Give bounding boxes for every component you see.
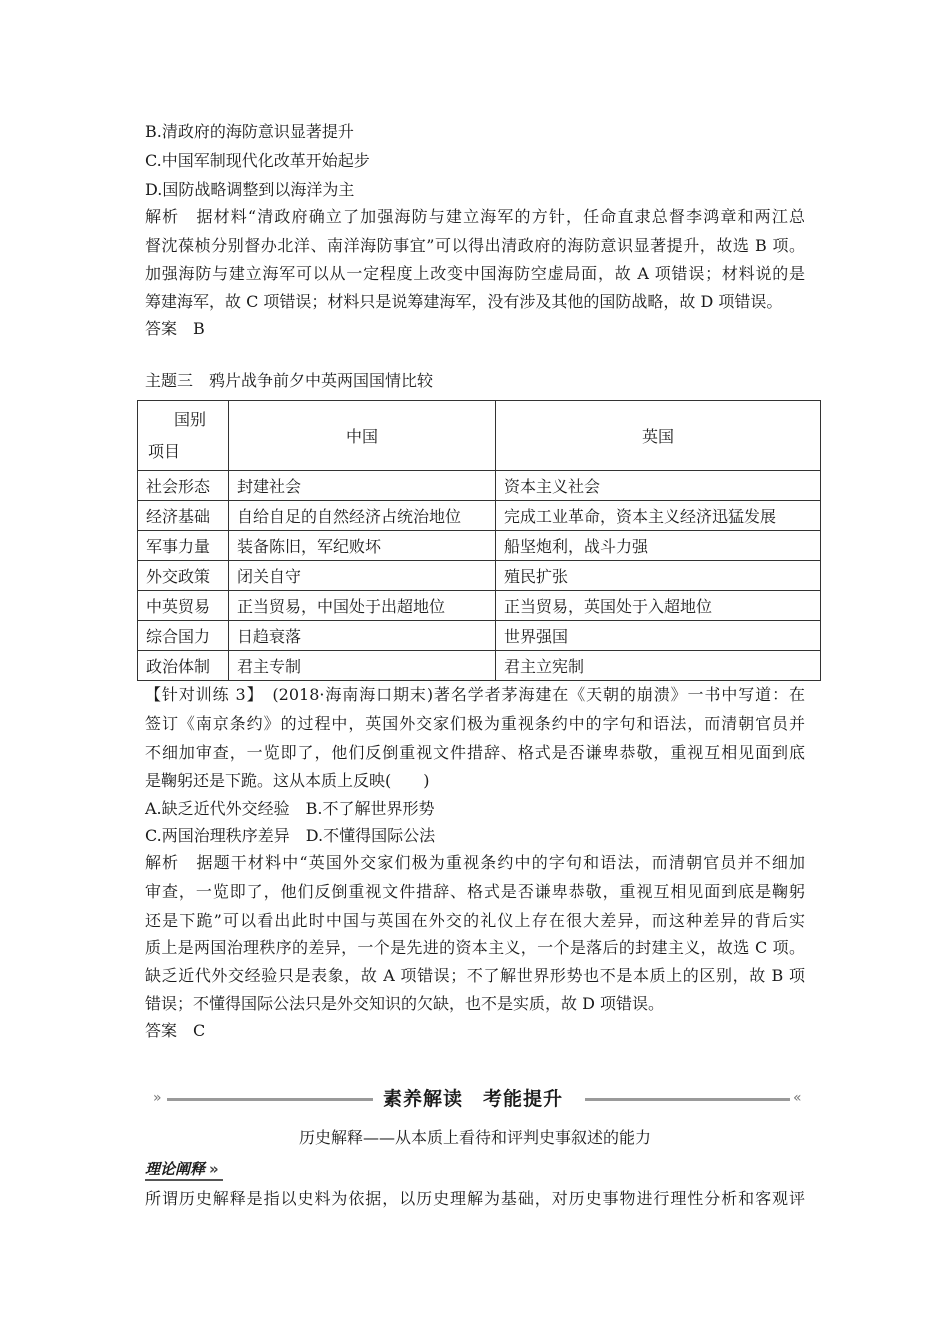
- option-b: B.清政府的海防意识显著提升: [145, 122, 354, 141]
- row-britain: 世界强国: [496, 621, 821, 651]
- theory-text: 所谓历史解释是指以史料为依据，以历史理解为基础，对历史事物进行理性分析和客观评: [145, 1189, 805, 1208]
- analysis-line: 督沈葆桢分别督办北洋、南洋海防事宜”可以得出清政府的海防意识显著提升，故选 B 项。: [145, 236, 805, 255]
- table-row: [138, 501, 821, 531]
- row-china: 闭关自守: [229, 561, 496, 591]
- analysis-line: 加强海防与建立海军可以从一定程度上改变中国海防空虚局面，故 A 项错误；材料说的是: [145, 264, 805, 283]
- analysis-line: 错误；不懂得国际公法只是外交知识的欠缺，也不是实质，故 D 项错误。: [145, 994, 665, 1013]
- row-item: 中英贸易: [138, 591, 229, 621]
- comparison-table: [137, 400, 821, 681]
- row-china: 封建社会: [229, 471, 496, 501]
- row-item: 经济基础: [138, 501, 229, 531]
- analysis-line: 质上是两国治理秩序的差异，一个是先进的资本主义，一个是落后的封建主义，故选 C 项。: [145, 938, 805, 957]
- header-china: 中国: [229, 401, 496, 471]
- row-china: 自给自足的自然经济占统治地位: [229, 501, 496, 531]
- question-stem-line: 签订《南京条约》的过程中，英国外交家们极为重视条约中的字句和语法，而清朝官员并: [145, 714, 805, 733]
- banner-right-bar: [585, 1098, 790, 1101]
- row-china: 日趋衰落: [229, 621, 496, 651]
- table-header-row: [138, 401, 821, 471]
- theory-label: [145, 1159, 223, 1181]
- question-stem-line: 【针对训练 3】 (2018·海南海口期末)著名学者茅海建在《天朝的崩溃》一书中写道：在: [145, 685, 805, 704]
- option-c: C.中国军制现代化改革开始起步: [145, 151, 370, 170]
- analysis-line: 解析 据题干材料中“英国外交家们极为重视条约中的字句和语法，而清朝官员并不细加: [145, 853, 805, 872]
- row-china: 君主专制: [229, 651, 496, 681]
- row-china: 装备陈旧，军纪败坏: [229, 531, 496, 561]
- row-britain: 资本主义社会: [496, 471, 821, 501]
- banner-left-bar: [167, 1098, 377, 1101]
- banner-right-chevron-icon: «: [793, 1090, 802, 1106]
- row-item: 政治体制: [138, 651, 229, 681]
- analysis-line: 解析 据材料“清政府确立了加强海防与建立海军的方针，任命直隶总督李鸿章和两江总: [145, 207, 805, 226]
- table-row: [138, 591, 821, 621]
- row-item: 军事力量: [138, 531, 229, 561]
- row-item: 外交政策: [138, 561, 229, 591]
- row-britain: 船坚炮利，战斗力强: [496, 531, 821, 561]
- answer: 答案 B: [145, 319, 205, 338]
- header-britain: 英国: [496, 401, 821, 471]
- section-banner: [145, 1080, 813, 1116]
- double-chevron-icon: »: [209, 1160, 219, 1178]
- analysis-line: 筹建海军，故 C 项错误；材料只是说筹建海军，没有涉及其他的国防战略，故 D 项错误。: [145, 292, 783, 311]
- table-row: [138, 621, 821, 651]
- header-item: 项目: [148, 442, 181, 461]
- analysis-line: 还是下跪”可以看出此时中国与英国在外交的礼仪上存在很大差异，而这种差异的背后实: [145, 911, 805, 930]
- row-item: 社会形态: [138, 471, 229, 501]
- banner-left-chevron-icon: »: [153, 1090, 162, 1106]
- options-cd: C.两国治理秩序差异 D.不懂得国际公法: [145, 826, 436, 845]
- table-row: [138, 651, 821, 681]
- options-ab: A.缺乏近代外交经验 B.不了解世界形势: [145, 799, 435, 818]
- row-britain: 君主立宪制: [496, 651, 821, 681]
- answer: 答案 C: [145, 1021, 206, 1040]
- row-china: 正当贸易，中国处于出超地位: [229, 591, 496, 621]
- option-d: D.国防战略调整到以海洋为主: [145, 180, 355, 199]
- table-row: [138, 471, 821, 501]
- row-britain: 殖民扩张: [496, 561, 821, 591]
- analysis-line: 缺乏近代外交经验只是表象，故 A 项错误；不了解世界形势也不是本质上的区别，故 B 项: [145, 966, 805, 985]
- banner-title: 素养解读 考能提升: [373, 1084, 573, 1111]
- theory-label-text: 理论阐释: [145, 1160, 206, 1178]
- header-country: 国别: [173, 410, 206, 429]
- row-britain: 正当贸易，英国处于入超地位: [496, 591, 821, 621]
- table-row: [138, 531, 821, 561]
- table-row: [138, 561, 821, 591]
- diagonal-header-cell: [138, 401, 229, 471]
- question-stem-line: 是鞠躬还是下跪。这从本质上反映( ): [145, 771, 430, 790]
- section-subtitle: 历史解释——从本质上看待和评判史事叙述的能力: [298, 1128, 651, 1147]
- question-stem-line: 不细加审查，一览即了，他们反倒重视文件措辞、格式是否谦卑恭敬，重视互相见面到底: [145, 743, 805, 762]
- row-britain: 完成工业革命，资本主义经济迅猛发展: [496, 501, 821, 531]
- row-item: 综合国力: [138, 621, 229, 651]
- topic-heading: 主题三 鸦片战争前夕中英两国国情比较: [145, 371, 434, 390]
- analysis-line: 审查，一览即了，他们反倒重视文件措辞、格式是否谦卑恭敬，重视互相见面到底是鞠躬: [145, 882, 805, 901]
